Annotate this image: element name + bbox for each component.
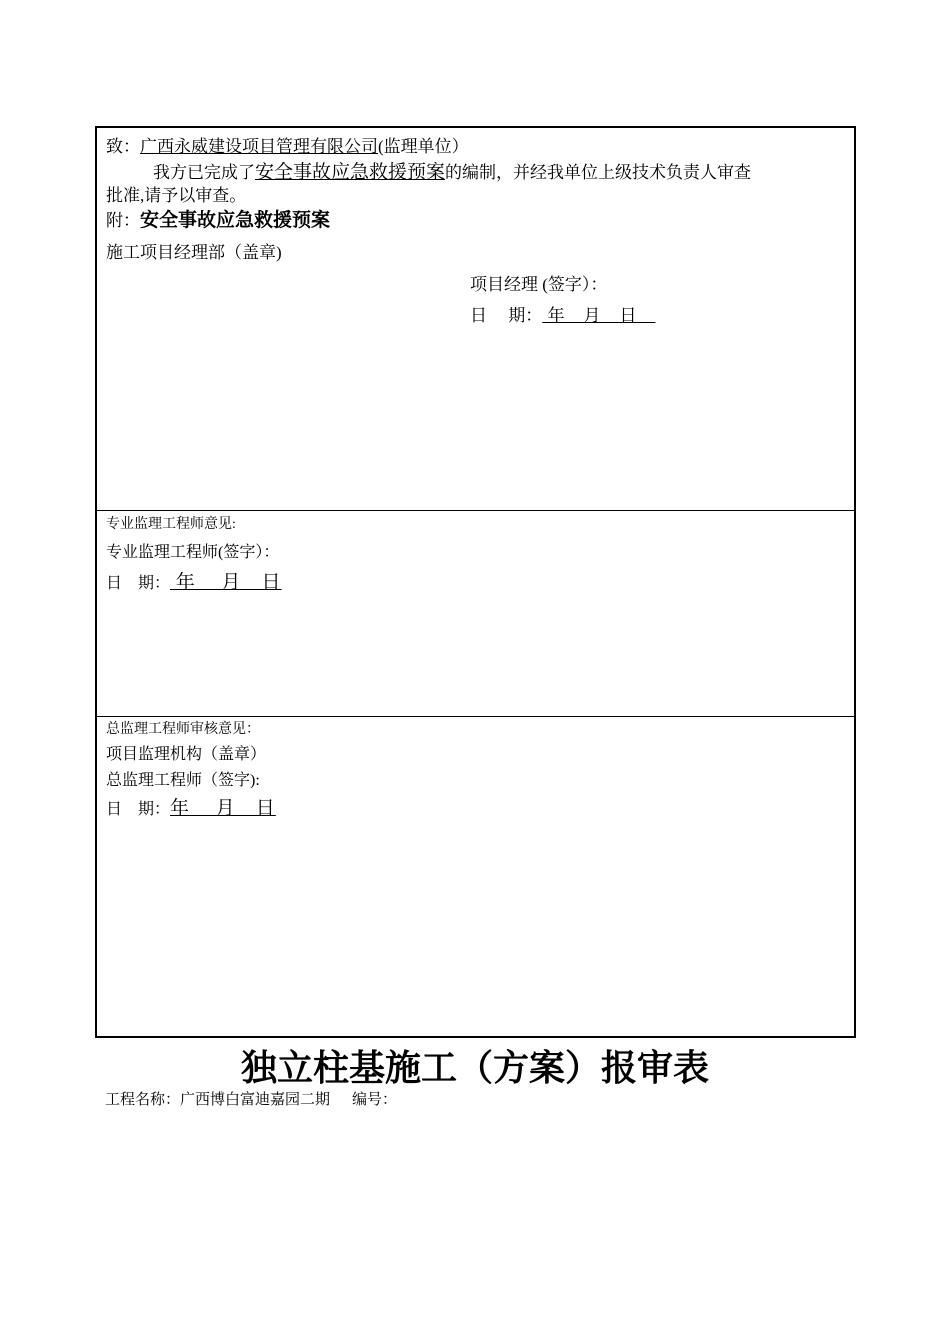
department-seal-label: 施工项目经理部（盖章) bbox=[106, 243, 282, 262]
recipient-line bbox=[106, 132, 469, 157]
project-info-line bbox=[105, 1088, 397, 1109]
recipient-label: 致： bbox=[106, 137, 140, 156]
date-value: 年 月 日 bbox=[542, 306, 656, 325]
manager-signature-label: 项目经理 (签字）： bbox=[470, 275, 608, 294]
form-title: 独立柱基施工（方案）报审表 bbox=[240, 1048, 709, 1089]
statement-prefix: 我方已完成了 bbox=[153, 163, 255, 182]
date-value: 年 月 日 bbox=[170, 798, 276, 819]
statement-rest: 的编制，并经我单位上级技术负责人审查 bbox=[445, 163, 752, 182]
attachment-line bbox=[106, 205, 330, 232]
recipient-suffix: (监理单位） bbox=[378, 137, 469, 156]
date-label: 日 期： bbox=[470, 306, 543, 325]
recipient-company: 广西永威建设项目管理有限公司 bbox=[140, 137, 378, 156]
engineer-section bbox=[97, 511, 854, 717]
date-label: 日 期： bbox=[106, 801, 171, 818]
date-line bbox=[106, 567, 282, 594]
supervision-org-seal-label: 项目监理机构（盖章） bbox=[106, 746, 267, 763]
date-line bbox=[106, 793, 276, 820]
date-line bbox=[470, 301, 656, 326]
engineer-opinion-label: 专业监理工程师意见: bbox=[106, 517, 236, 532]
chief-engineer-section bbox=[97, 717, 854, 1036]
project-name-label: 工程名称：广西博白富迪嘉园二期 bbox=[105, 1092, 331, 1108]
contractor-section bbox=[97, 128, 854, 511]
date-value: 年 月 日 bbox=[170, 572, 282, 593]
attachment-label: 附： bbox=[106, 211, 140, 230]
approval-form-table bbox=[95, 126, 856, 1038]
chief-signature-label: 总监理工程师（签字): bbox=[106, 772, 260, 789]
form-number-label: 编号： bbox=[352, 1092, 398, 1108]
statement-line-2: 批准,请予以审查。 bbox=[106, 186, 247, 205]
attachment-value: 安全事故应急救援预案 bbox=[140, 210, 331, 231]
statement-line-1 bbox=[153, 157, 751, 184]
date-label: 日 期： bbox=[106, 575, 171, 592]
statement-plan-name: 安全事故应急救援预案 bbox=[255, 162, 446, 183]
engineer-signature-label: 专业监理工程师(签字）： bbox=[106, 544, 280, 561]
chief-review-label: 总监理工程师审核意见： bbox=[106, 722, 260, 737]
